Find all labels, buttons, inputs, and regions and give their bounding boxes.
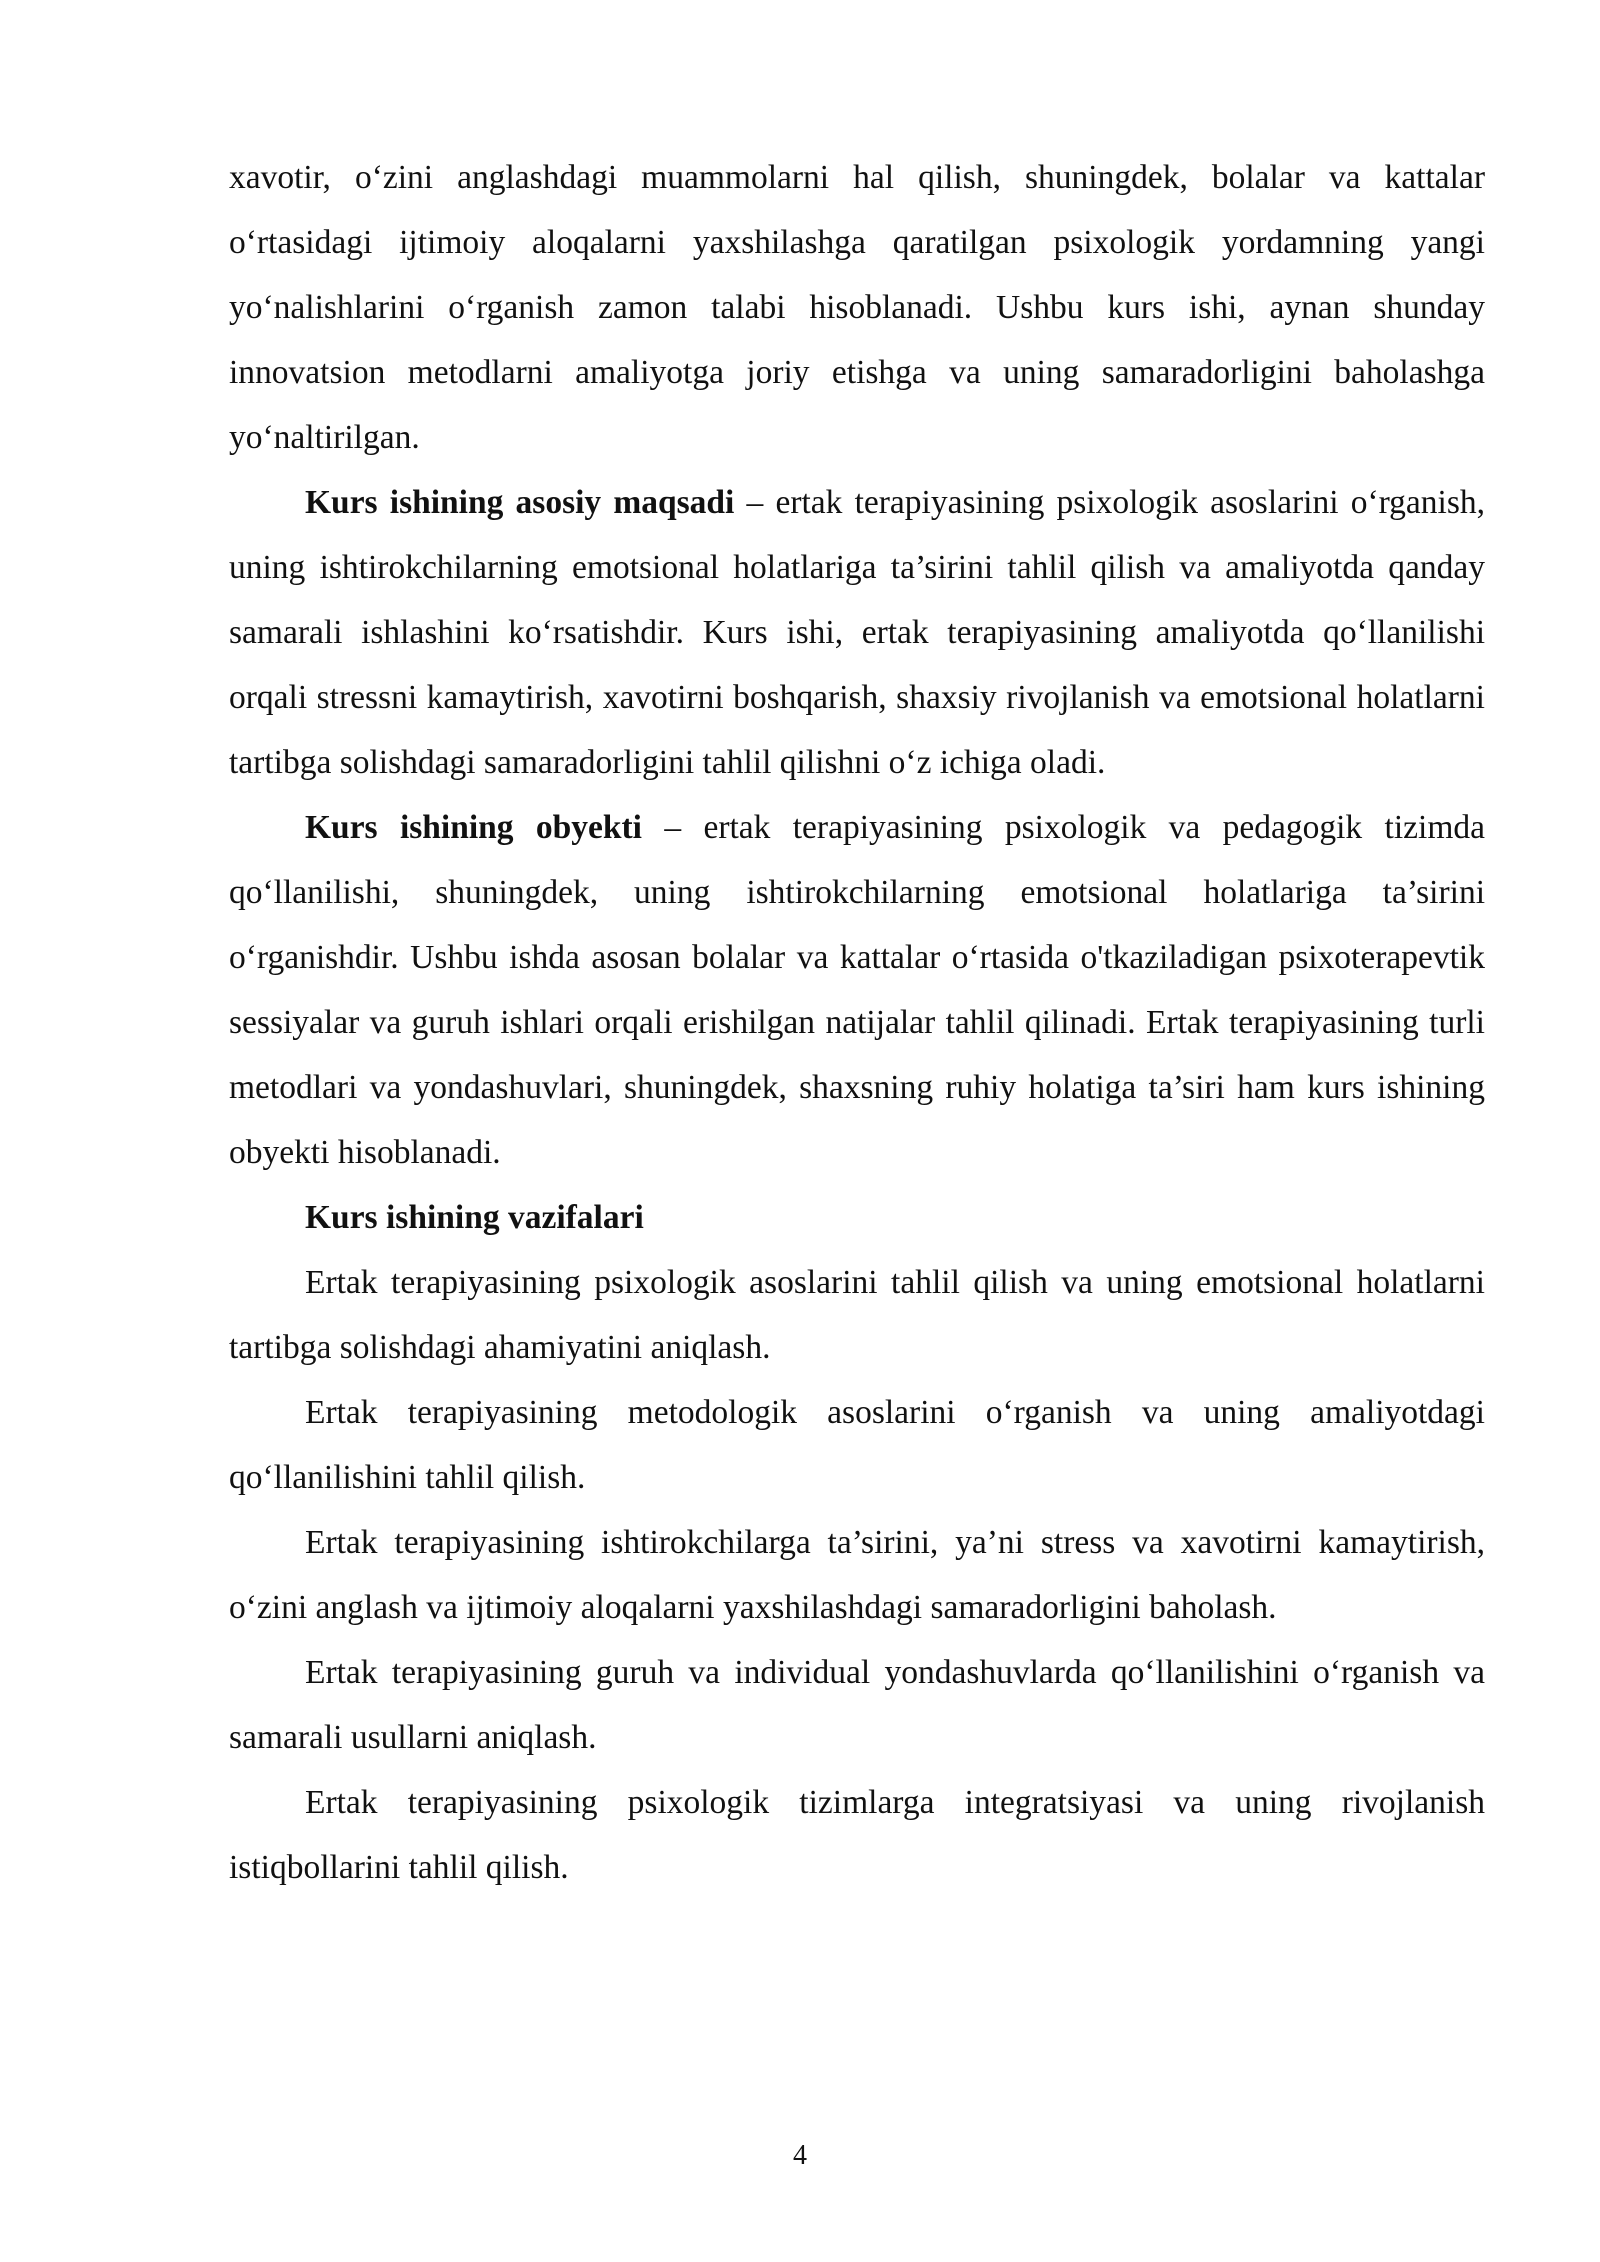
paragraph-course-object xyxy=(229,795,1485,1185)
paragraph-text: – ertak terapiyasining psixologik asoslarini o‘rganish, uning ishtirokchilarning emotsional holatlariga ta’sirini tahlil qilish va amaliyotda qanday samarali ishlashini ko‘rsatishdir. Kurs ishi, ertak terapiyasining amaliyotda qo‘llanilishi orqali stressni kamaytirish, xavotirni boshqarish, shaxsiy rivojlanish va emotsional holatlarni tartibga solishdagi samaradorligini tahlil qilishni o‘z ichiga oladi. xyxy=(229,484,1486,781)
paragraph-text: Ertak terapiyasining psixologik tizimlarga integratsiyasi va uning rivojlanish istiqbollarini tahlil qilish. xyxy=(229,1784,1485,1886)
task-item-5 xyxy=(229,1770,1485,1900)
section-heading-tasks xyxy=(229,1185,1485,1250)
paragraph-heading-object: Kurs ishining obyekti xyxy=(305,809,642,846)
task-item-3 xyxy=(229,1510,1485,1640)
paragraph-intro-continuation xyxy=(229,145,1485,470)
task-item-2 xyxy=(229,1380,1485,1510)
task-item-1 xyxy=(229,1250,1485,1380)
paragraph-text: Ertak terapiyasining ishtirokchilarga ta’sirini, ya’ni stress va xavotirni kamaytirish, o‘zini anglash va ijtimoiy aloqalarni yaxshilashdagi samaradorligini baholash. xyxy=(229,1524,1485,1626)
paragraph-text: xavotir, o‘zini anglashdagi muammolarni hal qilish, shuningdek, bolalar va kattalar o‘rtasidagi ijtimoiy aloqalarni yaxshilashga qaratilgan psixologik yordamning yangi yo‘nalishlarini o‘rganish zamon talabi hisoblanadi. Ushbu kurs ishi, aynan shunday innovatsion metodlarni amaliyotga joriy etishga va uning samaradorligini baholashga yo‘naltirilgan. xyxy=(229,159,1485,456)
paragraph-text: Ertak terapiyasining psixologik asoslarini tahlil qilish va uning emotsional holatlarni tartibga solishdagi ahamiyatini aniqlash. xyxy=(229,1264,1485,1366)
paragraph-text: Ertak terapiyasining metodologik asoslarini o‘rganish va uning amaliyotdagi qo‘llanilishini tahlil qilish. xyxy=(229,1394,1485,1496)
paragraph-course-goal xyxy=(229,470,1485,795)
paragraph-text: – ertak terapiyasining psixologik va pedagogik tizimda qo‘llanilishi, shuningdek, uning ishtirokchilarning emotsional holatlariga ta’sirini o‘rganishdir. Ushbu ishda asosan bolalar va kattalar o‘rtasida o'tkaziladigan psixoterapevtik sessiyalar va guruh ishlari orqali erishilgan natijalar tahlil qilinadi. Ertak terapiyasining turli metodlari va yondashuvlari, shuningdek, shaxsning ruhiy holatiga ta’siri ham kurs ishining obyekti hisoblanadi. xyxy=(229,809,1486,1171)
paragraph-heading-goal: Kurs ishining asosiy maqsadi xyxy=(305,484,735,521)
page-number: 4 xyxy=(793,2140,807,2171)
paragraph-heading-tasks: Kurs ishining vazifalari xyxy=(305,1199,644,1236)
document-body xyxy=(229,145,1485,1900)
task-item-4 xyxy=(229,1640,1485,1770)
paragraph-text: Ertak terapiyasining guruh va individual yondashuvlarda qo‘llanilishini o‘rganish va samarali usullarni aniqlash. xyxy=(229,1654,1485,1756)
